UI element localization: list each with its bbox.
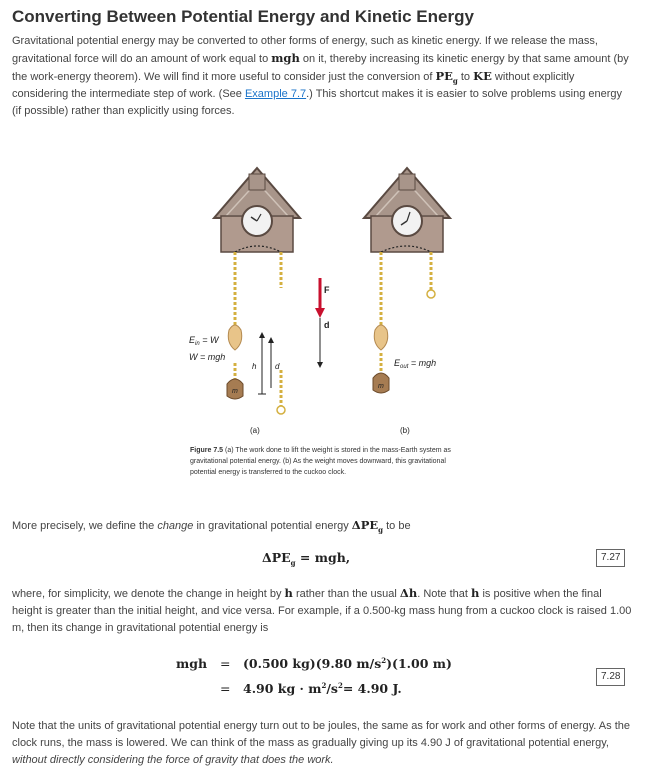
example-link[interactable]: Example 7.7 [244, 88, 307, 100]
label-force: F [324, 285, 330, 295]
label-m-right: m [378, 383, 384, 390]
equation-7-28-lhs: mgh [176, 656, 208, 671]
equation-7-28-line1: (0.500 kg)(9.80 $m/s^2)(1.00$ m) [243, 655, 452, 671]
label-w-mgh: W = mgh [189, 352, 226, 362]
cuckoo-clock-figure [185, 138, 455, 493]
equation-7-28-line2: 4.90 kg · $m^2/s^2= 4.90$ J. [243, 680, 402, 696]
clock-a [214, 168, 300, 414]
precise-paragraph: More precisely, we define the change in gravitational potential energy $\Delta PE_g$ to be [12, 518, 411, 535]
equation-7-27: $\Delta PE_g$ = mgh, [262, 550, 351, 568]
panel-label-b: (b) [400, 426, 410, 435]
figure-caption: Figure 7.5 (a) The work done to lift the weight is stored in the mass-Earth system as gravitational potential energy. (b) As the weight moves downward, this gravitational potential energy is transferred to the cuckoo clock. [190, 447, 451, 476]
math-peg: $PE_g$ [435, 69, 458, 86]
where-paragraph: where, for simplicity, we denote the change in height by h rather than the usual Δh. Note that h is positive when the final height is greater than the initial height, and vice versa. For example, if a 0.500-kg mass hung from a cuckoo clock is raised 1.00 m, then its change in gravitational potential energy is [12, 586, 632, 634]
label-h: h [252, 362, 257, 371]
label-m-left: m [232, 388, 238, 395]
clock-b [364, 168, 450, 393]
label-d-arrow: d [324, 320, 330, 330]
label-d-left: d [275, 362, 280, 371]
intro-paragraph: Gravitational potential energy may be converted to other forms of energy, such as kinetic energy. If we release the mass, gravitational force will do an amount of work equal to mgh on it, thereby increasing its kinetic energy by that same amount (by the work-energy theorem). We will find it more useful to consider just the conversion of $PE_g$ to KE without explicitly considering the intermediate step of work. (See Example 7.7.) This shortcut makes it is easier to solve problems using energy (if possible) rather than explicitly using forces. [12, 35, 629, 117]
section-title: Converting Between Potential Energy and Kinetic Energy [12, 7, 474, 26]
equation-number-7-28: 7.28 [596, 668, 625, 686]
math-mgh: mgh [271, 51, 300, 65]
label-eout: $E_{out}$ = mgh [394, 358, 437, 370]
panel-label-a: (a) [250, 426, 260, 435]
math-ke: KE [473, 69, 492, 83]
math-delta-peg: $\Delta PE_g$ [351, 518, 384, 535]
equals-1: = [220, 656, 231, 671]
equals-2: = [220, 681, 231, 696]
closing-paragraph: Note that the units of gravitational potential energy turn out to be joules, the same as for work and other forms of energy. As the clock runs, the mass is lowered. We can think of the mass as gradually giving up its 4.90 J of gravitational potential energy, without directly considering the force of gravity that does the work. [12, 720, 630, 766]
label-ein: $E_{in} = W$ [189, 335, 219, 347]
equation-number-7-27: 7.27 [596, 549, 625, 567]
